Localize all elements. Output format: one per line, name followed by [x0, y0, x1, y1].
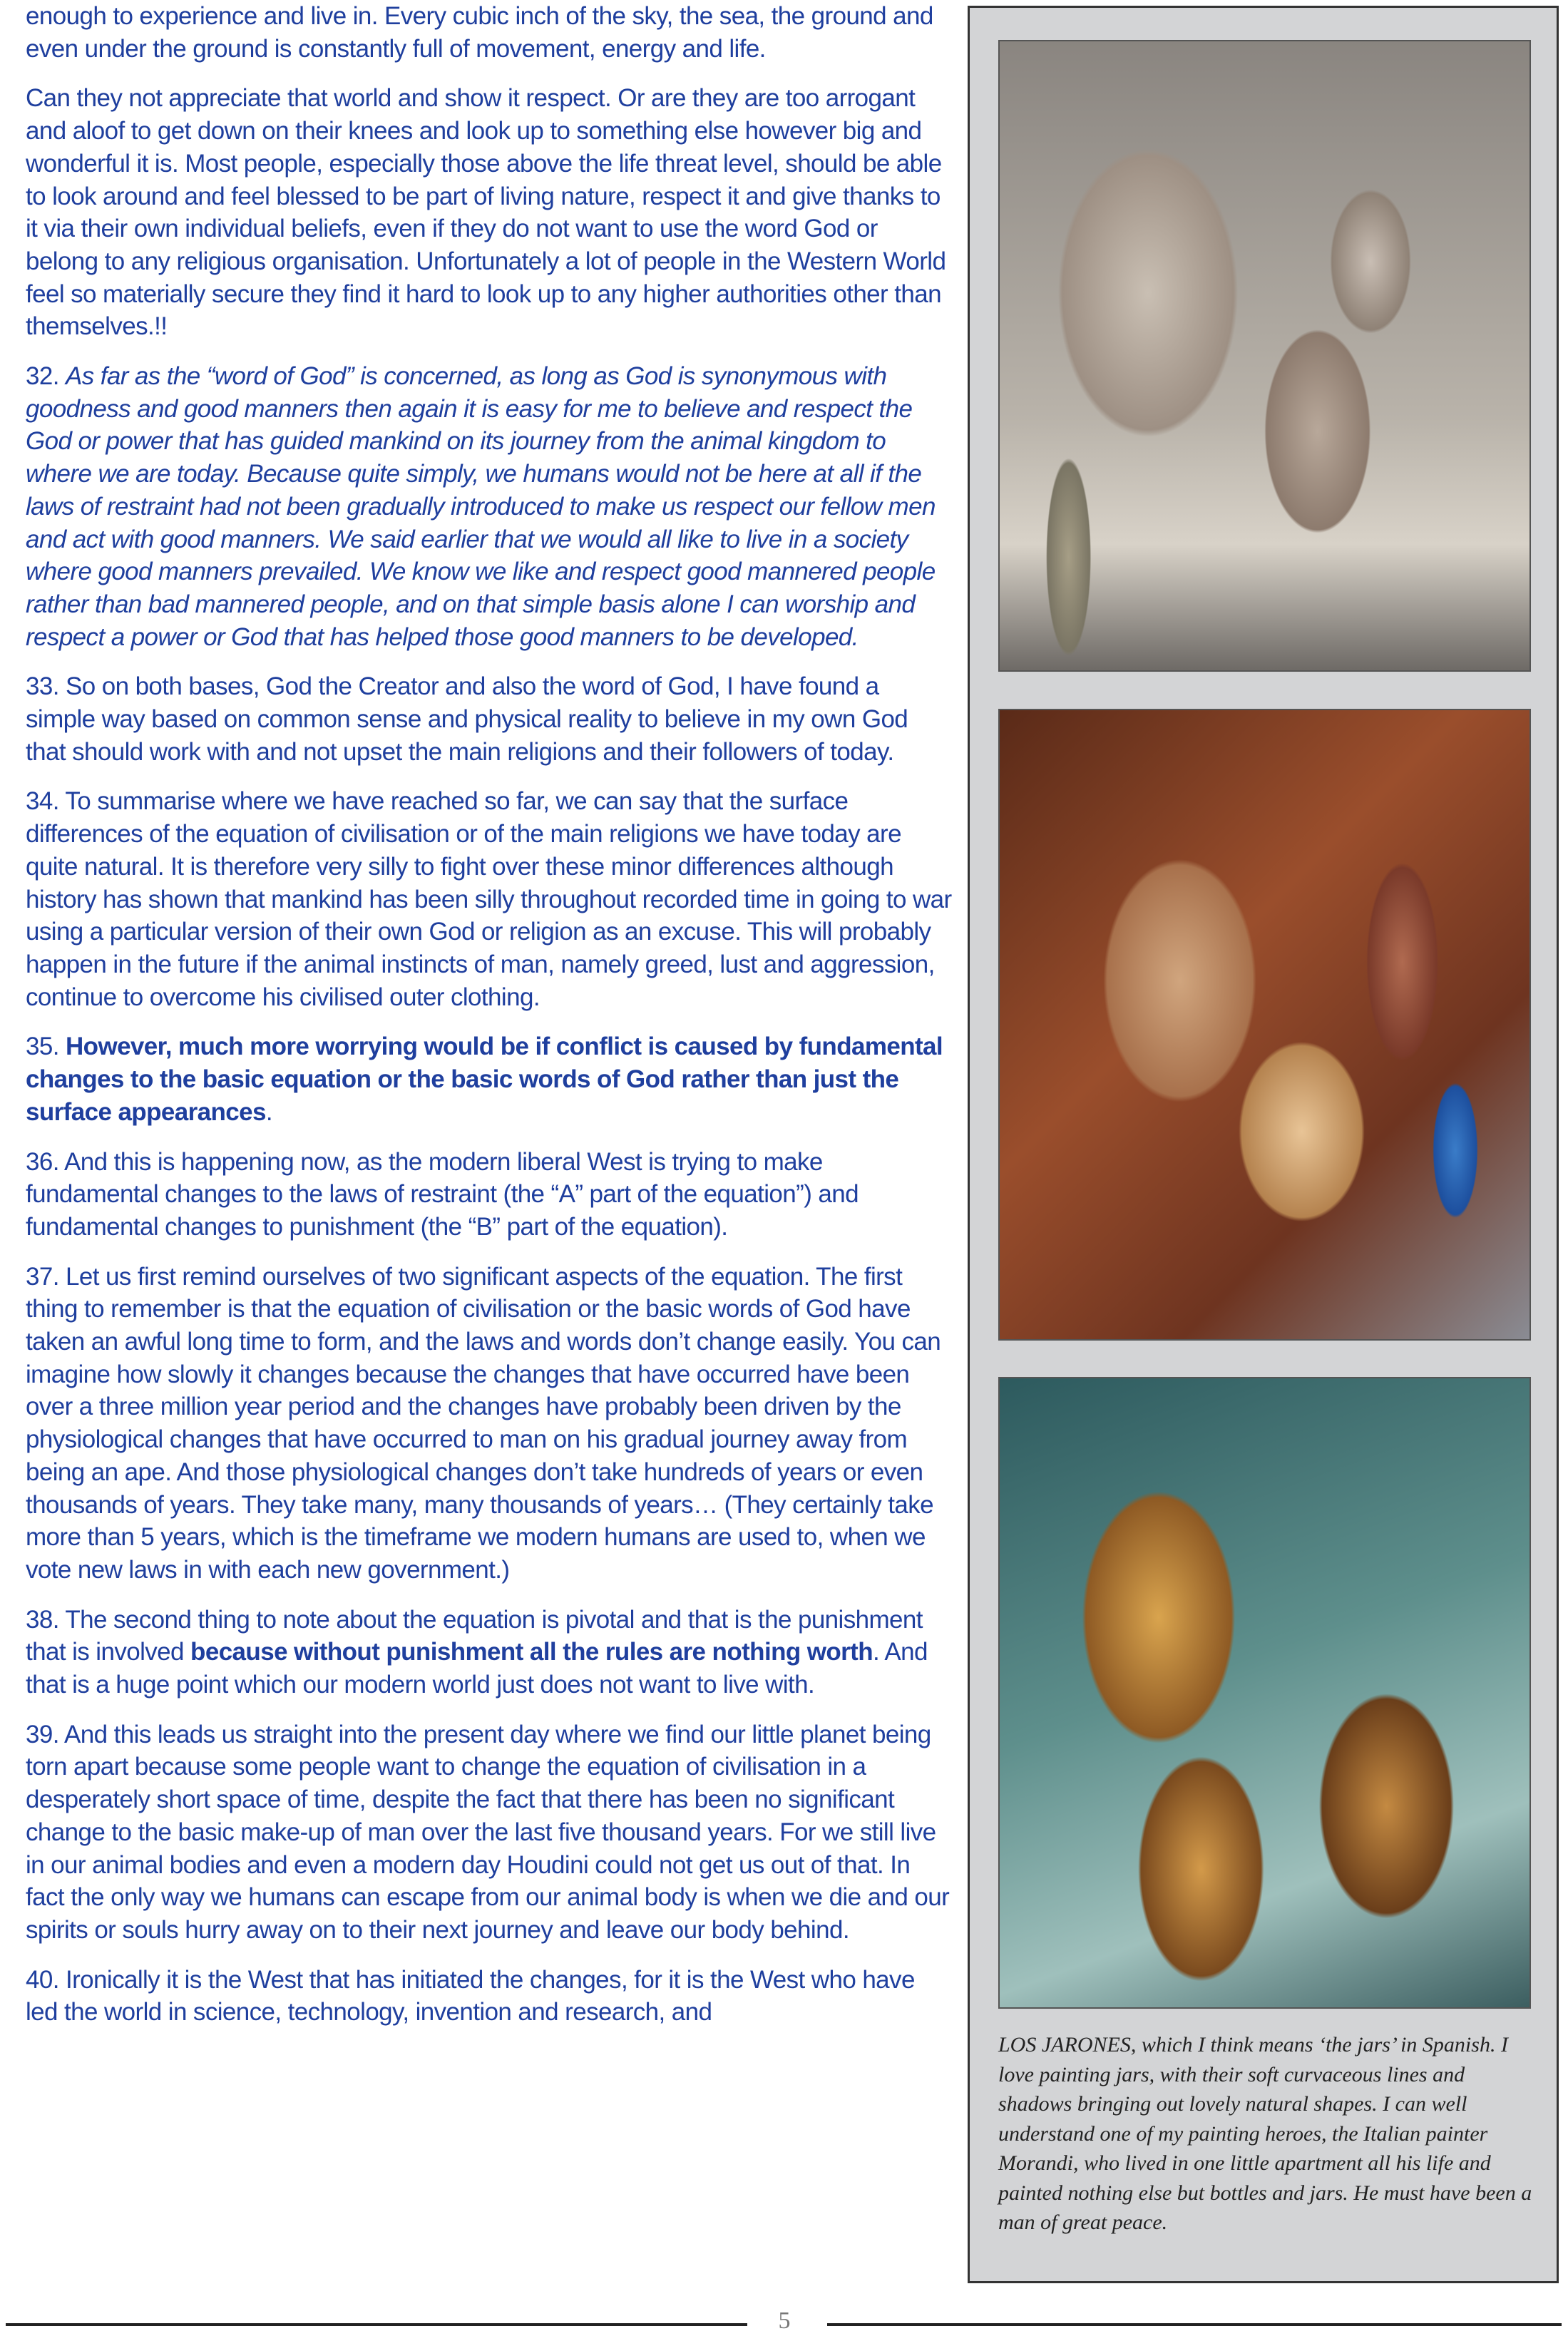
paragraph-text: 38. The second thing to note about the equation is pivotal and that is the punishment that is involved — [26, 1605, 923, 1666]
paragraph-40: 40. Ironically it is the West that has initiated the changes, for it is the West who have led the world in science, technology, invention and research, and — [26, 1965, 915, 2027]
paragraph-34: 34. To summarise where we have reached so far, we can say that the surface differences of the equation of civilisation or of the main religions we have today are quite natural. It is therefore very silly to fight over these minor differences although history has shown that mankind has been silly throughout recorded time in going to war using a particular version of their own God or religion as an excuse. This will probably happen in the future if the animal instincts of man, namely greed, lust and aggression, continue to overcome his civilised outer clothing. — [26, 787, 952, 1011]
bold-text: However, much more worrying would be if conflict is caused by fundamental changes to the basic equation or the basic words of God rather than just the surface appearances — [26, 1033, 943, 1126]
paragraph-text: . — [265, 1097, 272, 1126]
paragraph: enough to experience and live in. Every cubic inch of the sky, the sea, the ground and even under the ground is constantly full of movement, energy and life. — [26, 2, 933, 63]
main-text-column — [26, 0, 953, 2046]
paragraph-text: As far as the “word of God” is concerned, as long as God is synonymous with goodness and good manners then again it is easy for me to believe and respect the God or power that has guided mankind on its journey from the animal kingdom to where we are today. Because quite simply, we humans would not be here at all if the laws of restraint had not been gradually introduced to make us respect our fellow men and act with good manners. We said earlier that we would all like to live in a society where good manners prevailed. We know we like and respect good mannered people rather than bad mannered people, and on that simple basis alone I can worship and respect a power or God that has helped those good manners to be developed. — [26, 362, 936, 651]
painting-golden-jars — [998, 1377, 1531, 2009]
paragraph-32 — [26, 360, 953, 653]
painting-terracotta-jars — [998, 709, 1531, 1341]
paragraph-38 — [26, 1604, 953, 1701]
footer-rule-left — [6, 2323, 747, 2326]
paragraph-35 — [26, 1030, 953, 1128]
paragraph: Can they not appreciate that world and show it respect. Or are they are too arrogant and aloof to get down on their knees and look up to something else however big and wonderful it is. Most people, especially those above the life threat level, should be able to look around and feel blessed to be part of living nature, respect it and give thanks to it via their own individual beliefs, even if they do not want to use the word God or belong to any religious organisation. Unfortunately a lot of people in the Western World feel so materially secure they find it hard to look up to any higher authorities other than themselves.!! — [26, 84, 946, 341]
paragraph-number: 32. — [26, 362, 66, 391]
painting-grey-jars — [998, 40, 1531, 672]
bold-text: because without punishment all the rules are nothing worth — [190, 1638, 873, 1666]
paragraph-36: 36. And this is happening now, as the modern liberal West is trying to make fundamental changes to the laws of restraint (the “A” part of the equation”) and fundamental changes to punishment (the “B” part of the equation). — [26, 1147, 859, 1241]
paragraph-37: 37. Let us first remind ourselves of two significant aspects of the equation. The first thing to remember is that the equation of civilisation or the basic words of God have taken an awful long time to form, and the laws and words don’t change easily. You can imagine how slowly it changes because the changes that have occurred have been over a three million year period and the changes have probably been driven by the physiological changes that have occurred to man on his gradual journey away from being an ape. And those physiological changes don’t take hundreds of years or even thousands of years. They take many, many thousands of years… (They certainly take more than 5 years, which is the timeframe we modern humans are used to, when we vote new laws in with each new government.) — [26, 1262, 941, 1584]
footer-rule-right — [827, 2323, 1562, 2326]
paragraph-39: 39. And this leads us straight into the present day where we find our little planet being torn apart because some people want to change the equation of civilisation in a desperately short space of time, despite the fact that there has been no significant change to the basic make-up of man over the last five thousand years. For we still live in our animal bodies and even a modern day Houdini could not get us out of that. In fact the only way we humans can escape from our animal body is when we die and our spirits or souls hurry away on to their next journey and leave our body behind. — [26, 1720, 950, 1944]
paragraph-text: . And that is a huge point which our modern world just does not want to live with. — [26, 1638, 928, 1699]
paragraph-number: 35. — [26, 1033, 66, 1061]
paragraph-33: 33. So on both bases, God the Creator and also the word of God, I have found a simple way based on common sense and physical reality to believe in my own God that should work with and not upset the main religions and their followers of today. — [26, 672, 908, 766]
page-number: 5 — [778, 2307, 791, 2334]
sidebar-panel — [968, 6, 1559, 2283]
painting-caption: LOS JARONES, which I think means ‘the jars’ in Spanish. I love painting jars, with their soft curvaceous lines and shadows bringing out lovely natural shapes. I can well understand one of my painting heroes, the Italian painter Morandi, who lived in one little apartment all his life and painted nothing else but bottles and jars. He must have been a man of great peace. — [998, 2033, 1532, 2234]
